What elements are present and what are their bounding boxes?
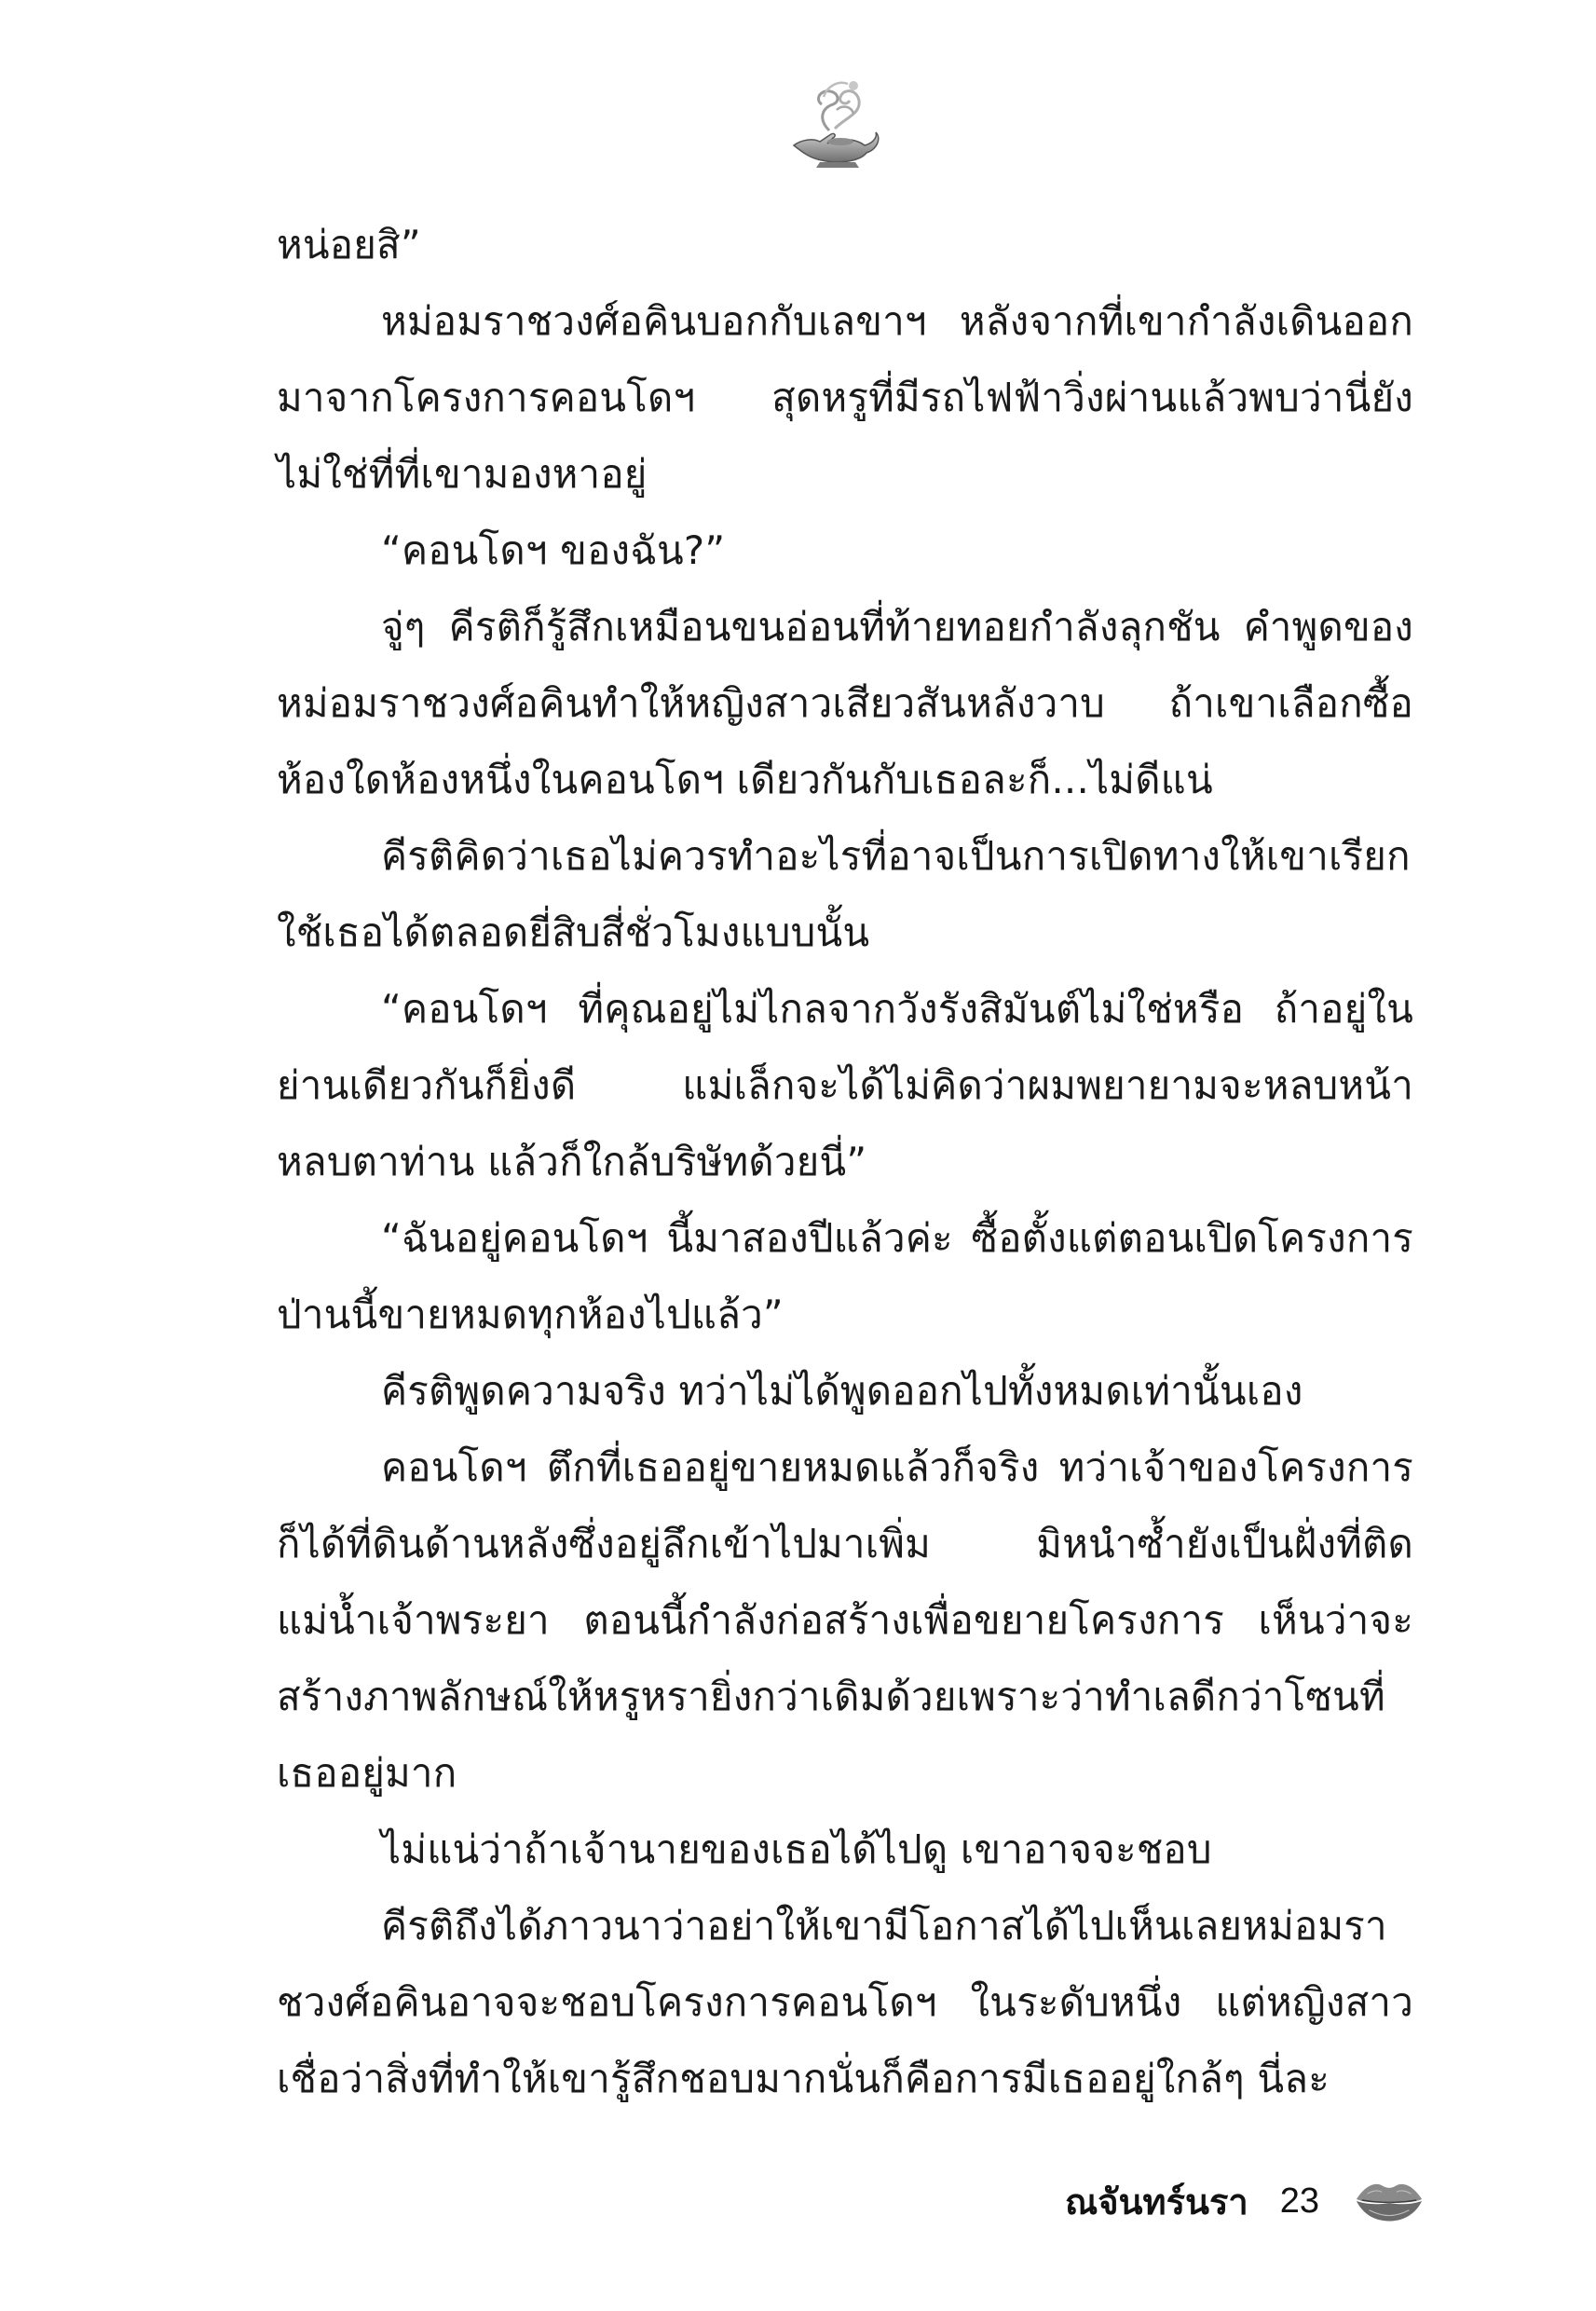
paragraph: คอนโดฯ ตึกที่เธออยู่ขายหมดแล้วก็จริง ทว่าเจ้าของโครงการก็ได้ที่ดินด้านหลังซึ่งอยู่ลึกเข้าไปมาเพิ่ม มิหนำซ้ำยังเป็นฝั่งที่ติดแม่น้ำเจ้าพระยา ตอนนี้กำลังก่อสร้างเพื่อขยายโครงการ เห็นว่าจะสร้างภาพลักษณ์ให้หรูหรายิ่งกว่าเดิมด้วยเพราะว่าทำเลดีกว่าโซนที่เธออยู่มาก: [277, 1444, 1413, 1796]
page-number: 23: [1279, 2181, 1319, 2221]
paragraph: หม่อมราชวงศ์อคินบอกกับเลขาฯ หลังจากที่เขากำลังเดินออกมาจากโครงการคอนโดฯ สุดหรูที่มีรถไฟฟ้าวิ่งผ่านแล้วพบว่านี่ยังไม่ใช่ที่ที่เขามองหาอยู่: [277, 298, 1413, 497]
paragraph: “คอนโดฯ ที่คุณอยู่ไม่ไกลจากวังรังสิมันต์ไม่ใช่หรือ ถ้าอยู่ในย่านเดียวกันก็ยิ่งดี แม่เล็กจะได้ไม่คิดว่าผมพยายามจะหลบหน้าหลบตาท่าน แล้วก็ใกล้บริษัทด้วยนี่”: [277, 986, 1413, 1184]
paragraph: คีรติคิดว่าเธอไม่ควรทำอะไรที่อาจเป็นการเปิดทางให้เขาเรียกใช้เธอได้ตลอดยี่สิบสี่ชั่วโมงแบบนั้น: [277, 833, 1411, 955]
author-name: ณจันทร์นรา: [1065, 2181, 1248, 2222]
genie-lamp-icon: [781, 73, 883, 175]
paragraph: หน่อยสิ”: [277, 222, 421, 267]
paragraph: คีรติพูดความจริง ทว่าไม่ได้พูดออกไปทั้งหมดเท่านั้นเอง: [381, 1368, 1303, 1414]
page-footer: [1025, 2164, 1425, 2238]
paragraph: “ฉันอยู่คอนโดฯ นี้มาสองปีแล้วค่ะ ซื้อตั้งแต่ตอนเปิดโครงการป่านนี้ขายหมดทุกห้องไปแล้ว”: [277, 1215, 1413, 1337]
paragraph: ไม่แน่ว่าถ้าเจ้านายของเธอได้ไปดู เขาอาจจะชอบ: [381, 1826, 1212, 1872]
paragraph: จู่ๆ คีรติก็รู้สึกเหมือนขนอ่อนที่ท้ายทอยกำลังลุกชัน คำพูดของหม่อมราชวงศ์อคินทำให้หญิงสาวเสียวสันหลังวาบ ถ้าเขาเลือกซื้อห้องใดห้องหนึ่งในคอนโดฯ เดียวกันกับเธอละก็...ไม่ดีแน่: [277, 604, 1413, 802]
paragraph: “คอนโดฯ ของฉัน?”: [381, 527, 726, 573]
chapter-text: [277, 207, 1413, 2117]
lips-icon: [1353, 2175, 1425, 2227]
paragraph: คีรติถึงได้ภาวนาว่าอย่าให้เขามีโอกาสได้ไปเห็นเลยหม่อมราชวงศ์อคินอาจจะชอบโครงการคอนโดฯ ในระดับหนึ่ง แต่หญิงสาวเชื่อว่าสิ่งที่ทำให้เขารู้สึกชอบมากนั่นก็คือการมีเธออยู่ใกล้ๆ นี่ละ: [277, 1903, 1413, 2101]
